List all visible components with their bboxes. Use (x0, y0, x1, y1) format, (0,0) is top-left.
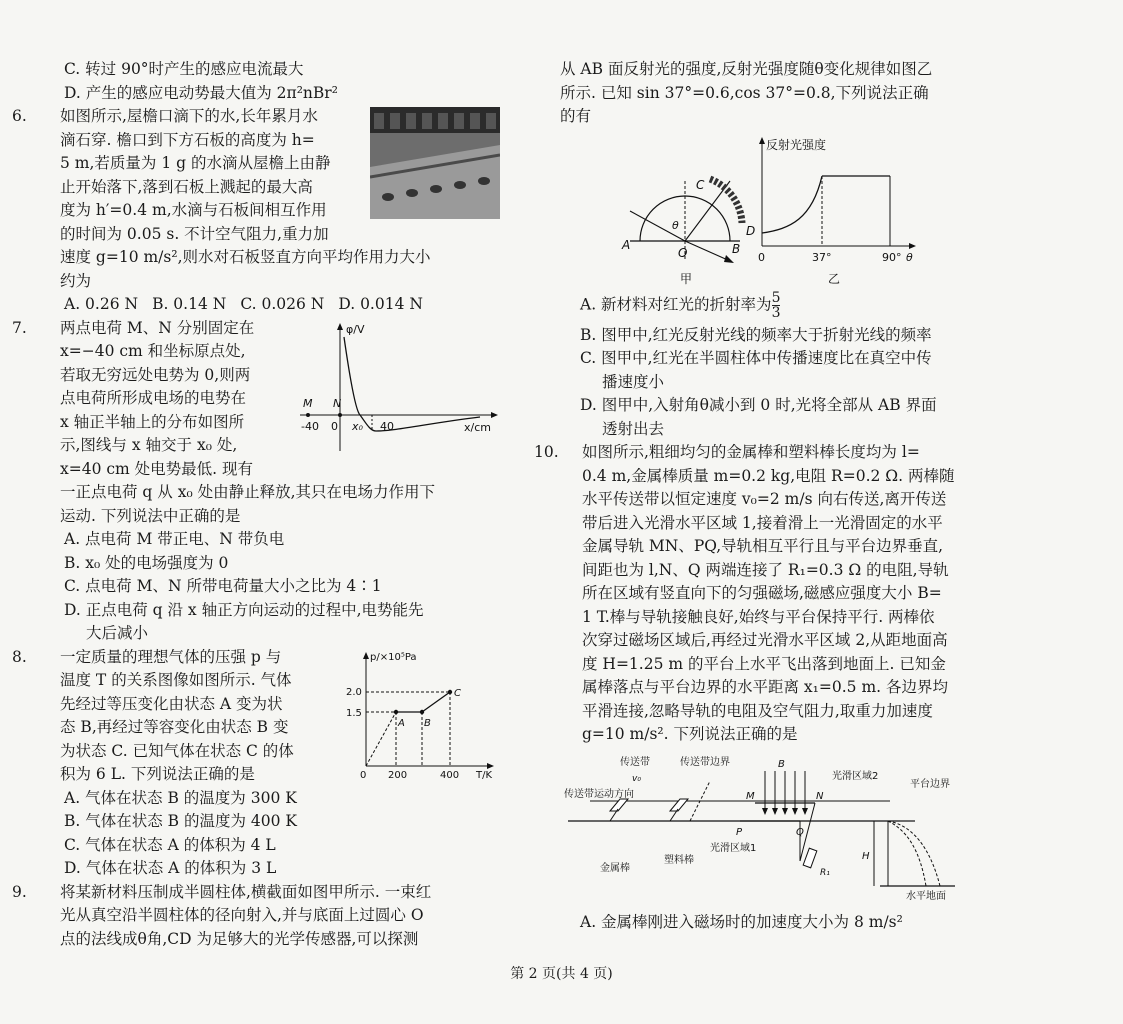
tick-x0: x₀ (352, 419, 363, 433)
q10-stem-line: 1 T.棒与导轨接触良好,始终与平台保持平行. 两棒依 (582, 607, 935, 626)
q8-stem-line: 温度 T 的关系图像如图所示. 气体 (60, 671, 292, 689)
q9-option-d: D. 图甲中,入射角θ减小到 0 时,光将全部从 AB 界面 (580, 396, 937, 414)
question-7 (12, 317, 500, 646)
q9-stem-line: 所示. 已知 sin 37°=0.6,cos 37°=0.8,下列说法正确 (560, 83, 929, 102)
q5-option-c: C. 转过 90°时产生的感应电流最大 (64, 60, 304, 78)
label-b: B (424, 717, 431, 729)
q8-option-a: A. 气体在状态 B 的温度为 300 K (64, 788, 297, 807)
q9-figures (560, 131, 1010, 291)
tick-40: 40 (380, 419, 394, 433)
q6-option-d: D. 0.014 N (338, 295, 423, 313)
q6-stem-line: 的时间为 0.05 s. 不计空气阻力,重力加 (60, 224, 329, 243)
label-belt-direction: 传送带运动方向 (564, 788, 634, 800)
q7-option-b: B. x₀ 处的电场强度为 0 (64, 553, 229, 572)
question-8 (12, 646, 500, 881)
q6-stem-line: 速度 g=10 m/s²,则水对石板竖直方向平均作用力大小 (60, 248, 431, 266)
fraction-5-3: $\frac{5}{3}$ (771, 289, 781, 321)
q9-option-c: C. 图甲中,红光在半圆柱体中传播速度比在真空中传 (580, 349, 932, 367)
label-b: B (732, 241, 741, 256)
q9-number: 9. (12, 882, 27, 901)
charge-n-dot (338, 413, 342, 417)
q9-option-a: A. 新材料对红光的折射率为 $\frac{5}{3}$ (580, 289, 781, 321)
q10-option-a: A. 金属棒刚进入磁场时的加速度大小为 8 m/s² (580, 912, 903, 931)
q7-stem-line: 点电荷所形成电场的电势在 (60, 389, 247, 407)
q9-option-b: B. 图甲中,红光反射光线的频率大于折射光线的频率 (580, 325, 932, 344)
q10-stem-line: 度 H=1.25 m 的平台上水平飞出落到地面上. 已知金 (582, 654, 946, 673)
q9-option-c-cont: 播速度小 (602, 372, 665, 391)
q6-option-b: B. 0.14 N (152, 295, 227, 313)
q7-number: 7. (12, 318, 27, 337)
q7-option-d: D. 正点电荷 q 沿 x 轴正方向运动的过程中,电势能先 (64, 600, 424, 619)
q7-stem-line: x=40 cm 处电势最低. 现有 (60, 459, 254, 478)
q10-stem-line: 平滑连接,忽略导轨的电阻及空气阻力,取重力加速度 (582, 701, 933, 720)
charge-m-dot (306, 413, 310, 417)
q5-option-d: D. 产生的感应电动势最大值为 2π²nBr² (64, 83, 338, 102)
question-9-start (12, 881, 500, 952)
q10-stem-line: 金属导轨 MN、PQ,导轨相互平行且与平台边界垂直, (582, 537, 944, 555)
line-b-c (422, 692, 450, 712)
q8-stem-line: 态 B,再经过等容变化由状态 B 变 (60, 718, 289, 736)
label-plastic-rod: 塑料棒 (664, 854, 694, 866)
q10-stem-line: 间距也为 l,N、Q 两端连接了 R₁=0.3 Ω 的电阻,导轨 (582, 560, 949, 579)
q6-option-a: A. 0.26 N (64, 295, 139, 313)
q6-option-c: C. 0.026 N (240, 295, 325, 313)
x-tick-0: 0 (360, 769, 367, 780)
label-a: A (622, 237, 631, 252)
q7-stem-line: 两点电荷 M、N 分别固定在 (60, 318, 255, 337)
y-axis-label: 反射光强度 (766, 137, 827, 152)
q10-stem-line: 属棒落点与平台边界的水平距离 x₁=0.5 m. 各边界均 (582, 678, 948, 696)
potential-curve (344, 337, 480, 431)
q10-number: 10. (534, 443, 559, 461)
q10-stem-line: 次穿过磁场区域后,再经过光滑水平区域 2,从距地面高 (582, 631, 948, 649)
label-belt-edge: 传送带边界 (680, 756, 730, 768)
q6-stem-line: 5 m,若质量为 1 g 的水滴从屋檐上由静 (60, 154, 331, 172)
q7-option-c: C. 点电荷 M、N 所带电荷量大小之比为 4∶1 (64, 577, 382, 595)
q10-stem-line: 水平传送带以恒定速度 v₀=2 m/s 向右传送,离开传送 (582, 490, 947, 508)
x-axis-label: T/K (476, 769, 493, 780)
right-column (534, 58, 1010, 934)
q7-stem-line: x 轴正半轴上的分布如图所 (60, 412, 245, 431)
y-axis-label: φ/V (346, 322, 365, 336)
label-smooth2: 光滑区域2 (832, 770, 879, 782)
intensity-curve (762, 176, 822, 233)
q10-stem-line: 如图所示,粗细均匀的金属棒和塑料棒长度均为 l= (582, 443, 920, 461)
caption-yi: 乙 (828, 271, 841, 286)
q9-stem-line: 点的法线成θ角,CD 为足够大的光学传感器,可以探测 (60, 929, 419, 948)
q6-options (38, 293, 500, 317)
label-q: Q (796, 826, 804, 838)
question-6 (12, 105, 500, 317)
x-tick-200: 200 (388, 769, 408, 780)
q7-option-d-cont: 大后减小 (86, 624, 149, 642)
q10-stem-line: g=10 m/s². 下列说法正确的是 (582, 725, 798, 743)
q8-stem-line: 一定质量的理想气体的压强 p 与 (60, 647, 282, 666)
charge-n-label: N (333, 396, 342, 410)
charge-m-label: M (303, 396, 313, 410)
label-h: H (862, 850, 870, 862)
q6-stem-line: 如图所示,屋檐口滴下的水,长年累月水 (60, 107, 318, 125)
label-r1: R₁ (820, 867, 830, 878)
q10-stem-line: 所在区域有竖直向下的匀强磁场,磁感应强度大小 B= (582, 584, 942, 602)
q10-apparatus-figure (560, 751, 1010, 911)
x-axis-label: x/cm (464, 420, 491, 434)
pressure-temperature-graph (340, 648, 500, 780)
q8-stem-line: 积为 6 L. 下列说法正确的是 (60, 765, 255, 783)
q8-number: 8. (12, 647, 27, 666)
x-tick-400: 400 (440, 769, 460, 780)
q8-stem-line: 为状态 C. 已知气体在状态 C 的体 (60, 741, 294, 760)
q9-stem-line: 光从真空沿半圆柱体的径向射入,并与底面上过圆心 O (60, 906, 424, 924)
label-belt: 传送带 (620, 756, 650, 768)
potential-graph (300, 319, 500, 469)
q7-stem-line: 运动. 下列说法中正确的是 (60, 506, 241, 525)
point-c (448, 689, 452, 693)
label-platform-edge: 平台边界 (910, 778, 950, 790)
label-metal-rod: 金属棒 (600, 862, 630, 874)
q8-option-d: D. 气体在状态 A 的体积为 3 L (64, 859, 277, 877)
page-number: 第 2 页(共 4 页) (510, 966, 613, 982)
point-a (394, 709, 398, 713)
q7-stem-line: 若取无穷远处电势为 0,则两 (60, 365, 251, 384)
q6-number: 6. (12, 107, 27, 125)
q6-stem-line: 约为 (60, 271, 92, 290)
label-b-field: B (778, 758, 785, 770)
label-a: A (398, 717, 405, 729)
y-tick-2: 2.0 (346, 686, 362, 698)
tick-37: 37° (812, 250, 832, 264)
label-n: N (816, 790, 824, 802)
roof-eave-photo (370, 107, 500, 219)
q9-stem-line: 将某新材料压制成半圆柱体,横截面如图甲所示. 一束红 (60, 882, 432, 901)
caption-jia: 甲 (680, 271, 693, 286)
label-c: C (696, 177, 705, 192)
label-ground: 水平地面 (906, 890, 946, 902)
label-d: D (746, 223, 756, 238)
q9-stem-line: 的有 (560, 107, 592, 125)
q10-stem-line: 0.4 m,金属棒质量 m=0.2 kg,电阻 R=0.2 Ω. 两棒随 (582, 466, 955, 485)
tick-minus-40: -40 (301, 419, 319, 433)
point-b (420, 709, 424, 713)
x-axis-theta: θ (906, 250, 913, 264)
label-theta: θ (672, 218, 679, 232)
question-10 (534, 441, 1010, 934)
q9-stem-line: 从 AB 面反射光的强度,反射光强度随θ变化规律如图乙 (560, 60, 933, 78)
tick-90: 90° (882, 250, 902, 264)
q8-stem-line: 先经过等压变化由状态 A 变为状 (60, 694, 283, 713)
q8-option-b: B. 气体在状态 B 的温度为 400 K (64, 812, 298, 830)
q10-stem-line: 带后进入光滑水平区域 1,接着滑上一光滑固定的水平 (582, 513, 943, 532)
left-column (12, 58, 500, 951)
figure-yi (758, 137, 916, 286)
q6-stem-line: 滴石穿. 檐口到下方石板的高度为 h= (60, 130, 315, 149)
q9-option-d-cont: 透射出去 (602, 419, 665, 438)
q6-stem-line: 度为 h′=0.4 m,水滴与石板间相互作用 (60, 201, 327, 219)
q6-stem-line: 止开始落下,落到石板上溅起的最大高 (60, 177, 313, 196)
figure-jia (621, 178, 755, 286)
q7-stem-line: 示,图线与 x 轴交于 x₀ 处, (60, 436, 238, 454)
label-o: O (678, 245, 688, 260)
label-p: P (736, 826, 743, 838)
y-tick-1-5: 1.5 (346, 707, 362, 719)
label-m: M (746, 790, 755, 802)
q8-option-c: C. 气体在状态 A 的体积为 4 L (64, 835, 276, 854)
label-v0: v₀ (632, 773, 641, 784)
roof-eave-image (370, 107, 500, 219)
q7-option-a: A. 点电荷 M 带正电、N 带负电 (64, 530, 285, 548)
tick-zero: 0 (331, 419, 338, 433)
label-smooth1: 光滑区域1 (710, 842, 757, 854)
tick-0: 0 (758, 250, 765, 264)
q7-stem-line: 一正点电荷 q 从 x₀ 处由静止释放,其只在电场力作用下 (60, 483, 436, 501)
y-axis-label: p/×10⁵Pa (370, 651, 417, 663)
label-c: C (454, 687, 461, 699)
q7-stem-line: x=−40 cm 和坐标原点处, (60, 342, 246, 360)
